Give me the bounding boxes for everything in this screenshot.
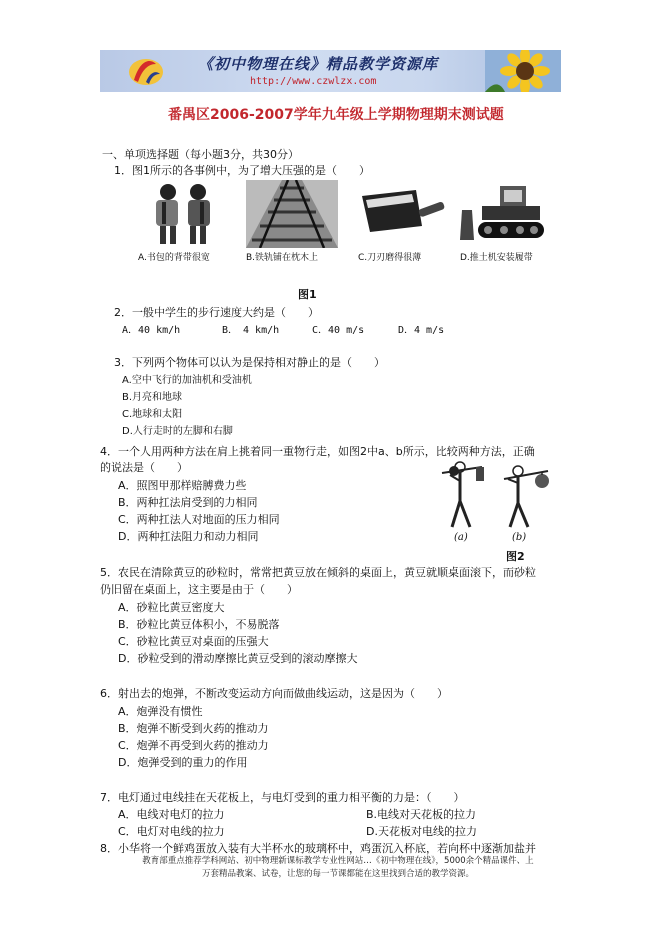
question-4-option-b: B．两种扛法肩受到的力相同 <box>118 496 258 509</box>
question-7-option-a: A．电线对电灯的拉力 <box>118 808 225 821</box>
railway-track-icon <box>246 180 338 248</box>
document-title: 番禺区2006-2007学年九年级上学期物理期末测试题 <box>168 107 504 123</box>
question-4-option-a: A．照图甲那样赔膊费力些 <box>118 479 247 492</box>
question-6-option-c: C．炮弹不再受到火药的推动力 <box>118 739 269 752</box>
question-7-option-d: D.天花板对电线的拉力 <box>366 825 477 838</box>
backpack-students-icon <box>138 180 230 248</box>
question-7-stem: 7．电灯通过电线挂在天花板上，与电灯受到的重力相平衡的力是：（ ） <box>100 791 465 804</box>
banner-url[interactable]: http://www.czwlzx.com <box>250 76 377 87</box>
question-2-option-a: A．40 km/h <box>122 325 181 336</box>
page-footer <box>100 855 576 881</box>
question-4-stem-line2: 的说法是（ ） <box>100 461 188 474</box>
question-5-option-b: B．砂粒比黄豆体积小，不易脱落 <box>118 618 280 631</box>
question-5-option-d: D．砂粒受到的滑动摩擦比黄豆受到的滚动摩擦大 <box>118 652 358 665</box>
kitchen-knife-icon <box>356 180 448 248</box>
footer-line-1: 教育部重点推荐学科网站、初中物理新课标教学专业性网站…《初中物理在线》，5000余个精品课件、上 <box>142 856 534 866</box>
shoulder-pole-carriers-icon <box>438 457 558 533</box>
figure-2-label-a: (a) <box>454 532 468 543</box>
question-2-option-c: C．40 m/s <box>312 325 365 336</box>
question-3-stem: 3．下列两个物体可以认为是保持相对静止的是（ ） <box>114 356 385 369</box>
section-heading: 一、单项选择题（每小题3分，共30分） <box>102 148 299 161</box>
question-5-stem-line2: 仍旧留在桌面上，这主要是由于（ ） <box>100 583 298 596</box>
question-8-stem: 8．小华将一个鲜鸡蛋放入装有大半杯水的玻璃杯中，鸡蛋沉入杯底，若向杯中逐渐加盐并 <box>100 842 536 855</box>
figure-1 <box>138 180 558 262</box>
question-3-option-a: A.空中飞行的加油机和受油机 <box>122 375 252 386</box>
sunflower-icon <box>485 50 561 92</box>
question-3-option-b: B.月亮和地球 <box>122 392 183 403</box>
figure-2-label: 图2 <box>506 550 525 563</box>
question-7-option-b: B.电线对天花板的拉力 <box>366 808 477 821</box>
question-6-option-b: B．炮弹不断受到火药的推动力 <box>118 722 269 735</box>
question-4-stem-line1: 4．一个人用两种方法在肩上挑着同一重物行走，如图2中a、b所示，比较两种方法，正确 <box>100 445 535 458</box>
question-5-option-a: A．砂粒比黄豆密度大 <box>118 601 225 614</box>
question-5-option-c: C．砂粒比黄豆对桌面的压强大 <box>118 635 269 648</box>
question-1-stem: 1．图1所示的各事例中，为了增大压强的是（ ） <box>114 164 370 177</box>
question-3-option-d: D.人行走时的左脚和右脚 <box>122 426 233 437</box>
question-4-option-d: D．两种扛法阻力和动力相同 <box>118 530 259 543</box>
question-6-option-a: A．炮弹没有惯性 <box>118 705 203 718</box>
figure-1-caption-b: B.铁轨铺在枕木上 <box>246 253 319 263</box>
question-2-option-b: B． 4 km/h <box>222 325 280 336</box>
question-2-stem: 2．一般中学生的步行速度大约是（ ） <box>114 306 319 319</box>
bulldozer-icon <box>460 180 552 248</box>
question-5-stem-line1: 5．农民在清除黄豆的砂粒时，常常把黄豆放在倾斜的桌面上，黄豆就顺桌面滚下，而砂粒 <box>100 566 536 579</box>
figure-2 <box>438 457 558 547</box>
footer-line-2: 万套精品教案、试卷，让您的每一节课都能在这里找到合适的教学资源。 <box>201 869 474 879</box>
header-banner <box>100 50 561 92</box>
question-3-option-c: C.地球和太阳 <box>122 409 183 420</box>
figure-2-label-b: (b) <box>512 532 527 543</box>
question-6-option-d: D．炮弹受到的重力的作用 <box>118 756 248 769</box>
question-7-option-c: C．电灯对电线的拉力 <box>118 825 225 838</box>
site-logo-icon <box>126 54 166 88</box>
figure-1-caption-d: D.推土机安装履带 <box>460 253 533 263</box>
figure-1-label: 图1 <box>298 288 317 301</box>
figure-1-caption-c: C.刀刃磨得很薄 <box>358 253 422 263</box>
question-4-option-c: C．两种扛法人对地面的压力相同 <box>118 513 280 526</box>
question-2-option-d: D．4 m/s <box>398 325 445 336</box>
question-6-stem: 6．射出去的炮弹，不断改变运动方向而做曲线运动，这是因为（ ） <box>100 687 448 700</box>
figure-1-caption-a: A.书包的背带很宽 <box>138 253 210 263</box>
banner-title: 《初中物理在线》精品教学资源库 <box>198 55 439 73</box>
